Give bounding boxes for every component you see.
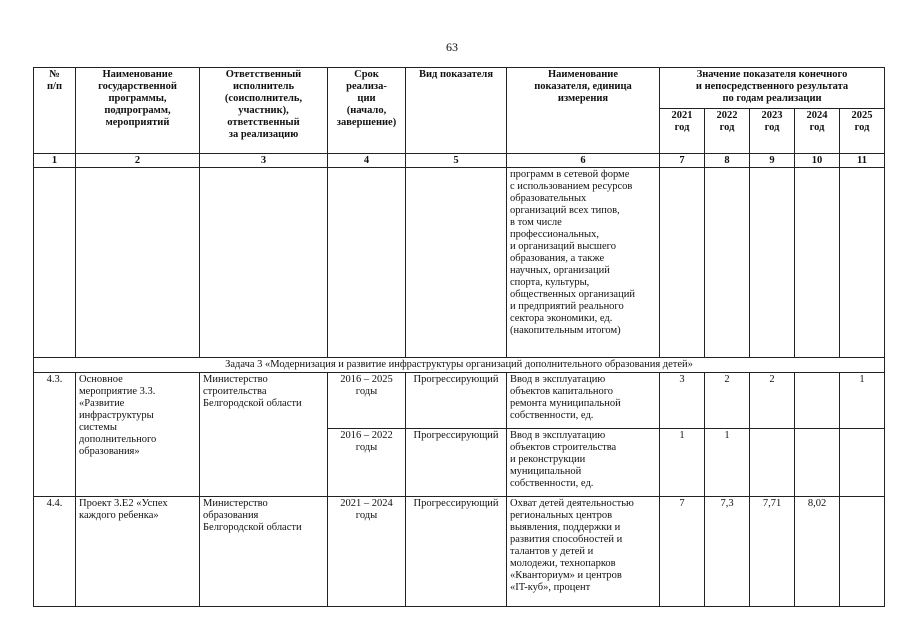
header-num: № п/п	[34, 68, 76, 154]
executor: Министерство строительства Белгородской области	[200, 373, 328, 497]
column-number: 9	[750, 154, 795, 168]
period: 2016 – 2025 годы	[328, 373, 406, 429]
header-year: 2021 год	[660, 109, 705, 154]
value-2025: 1	[840, 373, 885, 429]
period: 2021 – 2024 годы	[328, 497, 406, 607]
value-2025	[840, 497, 885, 607]
indicator-type: Прогрессирующий	[406, 429, 507, 497]
header-indicator-type: Вид показателя	[406, 68, 507, 154]
indicator-type: Прогрессирующий	[406, 497, 507, 607]
header-year: 2022 год	[705, 109, 750, 154]
indicator-name: Охват детей деятельностью региональных центров выявления, поддержки и развития способностей и талантов у детей и молодежи, технопарков «Кванториум» и центров «IT-куб», процент	[507, 497, 660, 607]
value-2023	[750, 429, 795, 497]
value-2022: 2	[705, 373, 750, 429]
header-executor: Ответственный исполнитель (соисполнитель, участник), ответственный за реализацию	[200, 68, 328, 154]
table-row-4-4	[34, 497, 885, 607]
event-name: Проект 3.Е2 «Успех каждого ребенка»	[76, 497, 200, 607]
column-number: 1	[34, 154, 76, 168]
continuation-row	[34, 168, 885, 358]
value-2021: 1	[660, 429, 705, 497]
executor: Министерство образования Белгородской области	[200, 497, 328, 607]
row-number: 4.4.	[34, 497, 76, 607]
row-number: 4.3.	[34, 373, 76, 497]
header-year: 2025 год	[840, 109, 885, 154]
value-2021: 7	[660, 497, 705, 607]
column-number: 4	[328, 154, 406, 168]
value-2023: 2	[750, 373, 795, 429]
program-table	[33, 67, 885, 607]
period: 2016 – 2022 годы	[328, 429, 406, 497]
value-2024	[795, 429, 840, 497]
page-number: 63	[446, 40, 458, 54]
column-number: 5	[406, 154, 507, 168]
column-number: 10	[795, 154, 840, 168]
continued-indicator-text: программ в сетевой форме с использованием ресурсов образовательных организаций всех типов, в том числе профессиональных, и организаций высшего образования, а также научных, организаций спорта, культуры, общественных организаций и предприятий реального сектора экономики, ед. (накопительным итогом)	[507, 168, 660, 358]
header-program-name: Наименование государственной программы, подпрограмм, мероприятий	[76, 68, 200, 154]
value-2024	[795, 373, 840, 429]
value-2022: 7,3	[705, 497, 750, 607]
table-row-4-3a	[34, 373, 885, 429]
value-2025	[840, 429, 885, 497]
task-row	[34, 358, 885, 373]
value-2022: 1	[705, 429, 750, 497]
event-name: Основное мероприятие 3.3. «Развитие инфраструктуры системы дополнительного образования»	[76, 373, 200, 497]
column-number-row	[34, 154, 885, 168]
column-number: 8	[705, 154, 750, 168]
indicator-name: Ввод в эксплуатацию объектов капитального ремонта муниципальной собственности, ед.	[507, 373, 660, 429]
column-number: 3	[200, 154, 328, 168]
value-2021: 3	[660, 373, 705, 429]
header-year: 2023 год	[750, 109, 795, 154]
value-2024: 8,02	[795, 497, 840, 607]
header-values-group: Значение показателя конечного и непосредственного результата по годам реализации	[660, 68, 885, 109]
column-number: 6	[507, 154, 660, 168]
column-number: 2	[76, 154, 200, 168]
task-title: Задача 3 «Модернизация и развитие инфраструктуры организаций дополнительного образования детей»	[34, 358, 885, 373]
header-period: Срок реализа- ции (начало, завершение)	[328, 68, 406, 154]
column-number: 7	[660, 154, 705, 168]
header-indicator-name: Наименование показателя, единица измерения	[507, 68, 660, 154]
indicator-type: Прогрессирующий	[406, 373, 507, 429]
indicator-name: Ввод в эксплуатацию объектов строительства и реконструкции муниципальной собственности, ед.	[507, 429, 660, 497]
value-2023: 7,71	[750, 497, 795, 607]
column-number: 11	[840, 154, 885, 168]
header-year: 2024 год	[795, 109, 840, 154]
